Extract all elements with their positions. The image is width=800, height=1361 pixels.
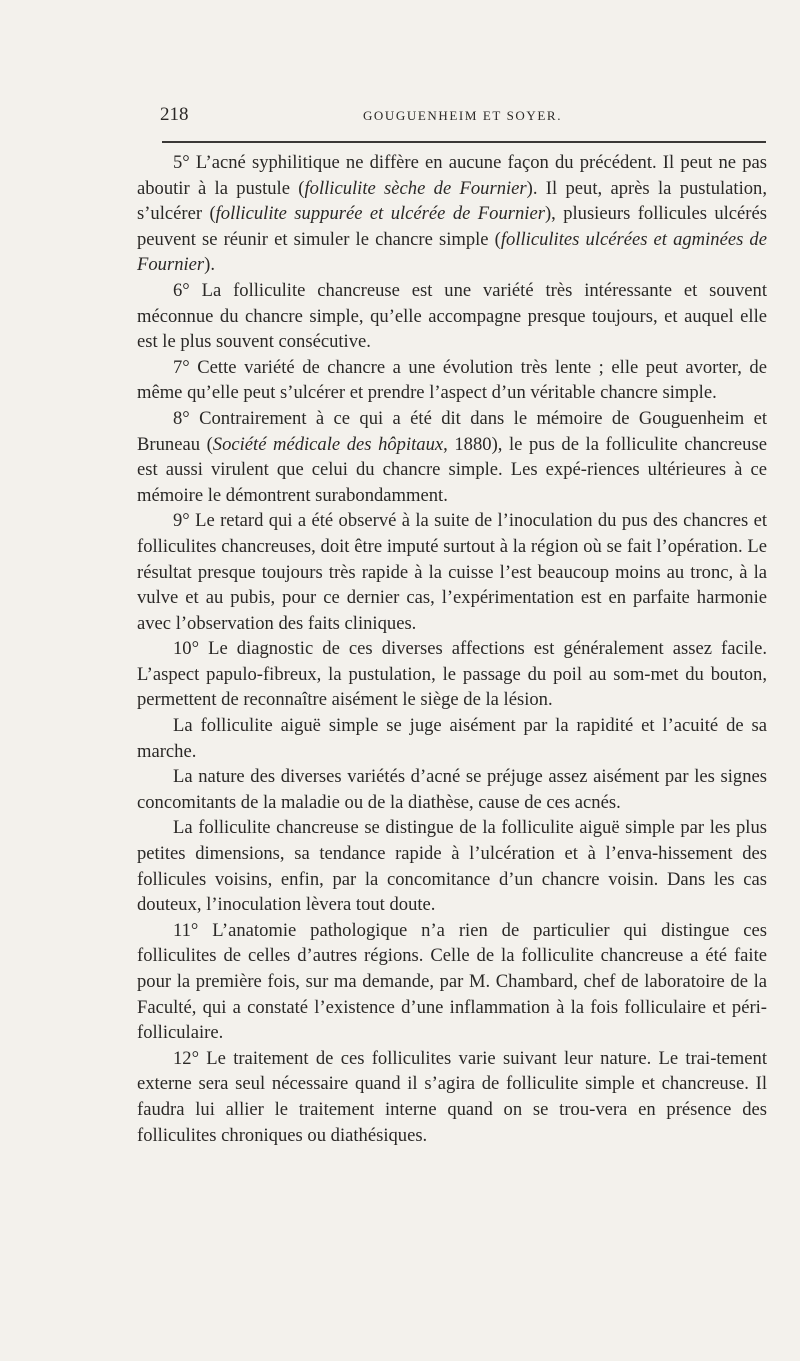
text-run: 11° L’anatomie pathologique n’a rien de particulier qui distingue ces folliculites de celles d’autres régions. Celle de la folliculite chancreuse a été faite pour la première fois, sur ma demande, par M. Chambard, chef de laboratoire de la Faculté, qui a constaté l’existence d’une inflammation à la fois folliculaire et péri-folliculaire. <box>137 919 767 1044</box>
text-run: 9° Le retard qui a été observé à la suite de l’inoculation du pus des chancres et folliculites chancreuses, doit être imputé surtout à la région où se fait l’opération. Le résultat presque toujours très rapide à la cuisse l’est beaucoup moins au tronc, à la vulve et au pubis, pour ce dernier cas, l’expérimentation est en parfaite harmonie avec l’observation des faits cliniques. <box>137 510 767 634</box>
italic-citation: folliculites ulcérées et agminées de Fournier <box>137 228 767 276</box>
paragraph-6 <box>137 278 767 355</box>
text-run: ). Il peut, après la pustulation, s’ulcérer ( <box>137 177 767 225</box>
body-text <box>137 150 767 1148</box>
paragraph-10 <box>137 636 767 713</box>
page-number: 218 <box>160 104 189 125</box>
paragraph-9 <box>137 508 767 636</box>
text-run: ). <box>204 254 215 276</box>
text-run: ), plusieurs follicules ulcérés peuvent se réunir et simuler le chancre simple ( <box>137 203 767 250</box>
paragraph-8 <box>137 406 767 508</box>
running-head: GOUGUENHEIM ET SOYER. <box>362 108 563 123</box>
paragraph-11 <box>137 918 767 1046</box>
text-run: 7° Cette variété de chancre a une évolution très lente ; elle peut avorter, de même qu’elle peut s’ulcérer et prendre l’aspect d’un véritable chancre simple. <box>137 356 767 404</box>
header-rule <box>162 141 766 143</box>
paragraph-5 <box>137 150 767 278</box>
text-run: 10° Le diagnostic de ces diverses affections est généralement assez facile. L’aspect papulo-fibreux, la pustulation, le passage du poil au som-met du bouton, permettent de reconnaître aisément le siège de la lésion. <box>137 638 767 711</box>
paragraph-diagnostic-chancreuse <box>137 815 767 917</box>
text-run: La folliculite chancreuse se distingue de la folliculite aiguë simple par les plus petites dimensions, sa tendance rapide à l’ulcération et à l’enva-hissement des follicules voisins, enfin, par la concomitance d’un chancre voisin. Dans les cas douteux, l’inoculation lèvera tout doute. <box>137 817 767 916</box>
paragraph-diagnostic-acne <box>137 764 767 815</box>
text-run: 12° Le traitement de ces folliculites varie suivant leur nature. Le trai-tement externe sera seul nécessaire quand il s’agira de folliculite simple et chancreuse. Il faudra lui allier le traitement interne quand on se trou-vera en présence des folliculites chroniques ou diathésiques. <box>137 1047 767 1146</box>
text-run: La folliculite aiguë simple se juge aisément par la rapidité et l’acuité de sa marche. <box>137 715 767 762</box>
paragraph-diagnostic-aigue <box>137 713 767 764</box>
paragraph-7 <box>137 355 767 406</box>
italic-citation: folliculite suppurée et ulcérée de Fournier <box>215 203 545 225</box>
italic-citation: Société médicale des hôpitaux <box>212 433 444 455</box>
italic-citation: folliculite sèche de Fournier <box>304 177 527 199</box>
text-run: 5° L’acné syphilitique ne diffère en aucune façon du précédent. Il peut ne pas aboutir à la pustule ( <box>137 152 767 199</box>
paragraph-12 <box>137 1046 767 1148</box>
text-run: , 1880), le pus de la folliculite chancreuse est aussi virulent que celui du chancre simple. Les expé-riences ultérieures à ce mémoire le démontrent surabondamment. <box>137 433 767 506</box>
text-run: 6° La folliculite chancreuse est une variété très intéressante et souvent méconnue du chancre simple, qu’elle accompagne presque toujours, et auquel elle est le plus souvent consécutive. <box>137 279 767 353</box>
text-run: La nature des diverses variétés d’acné se préjuge assez aisément par les signes concomitants de la maladie ou de la diathèse, cause de ces acnés. <box>137 766 767 813</box>
page-header <box>160 104 765 132</box>
text-run: 8° Contrairement à ce qui a été dit dans le mémoire de Gouguenheim et Bruneau ( <box>137 407 767 455</box>
